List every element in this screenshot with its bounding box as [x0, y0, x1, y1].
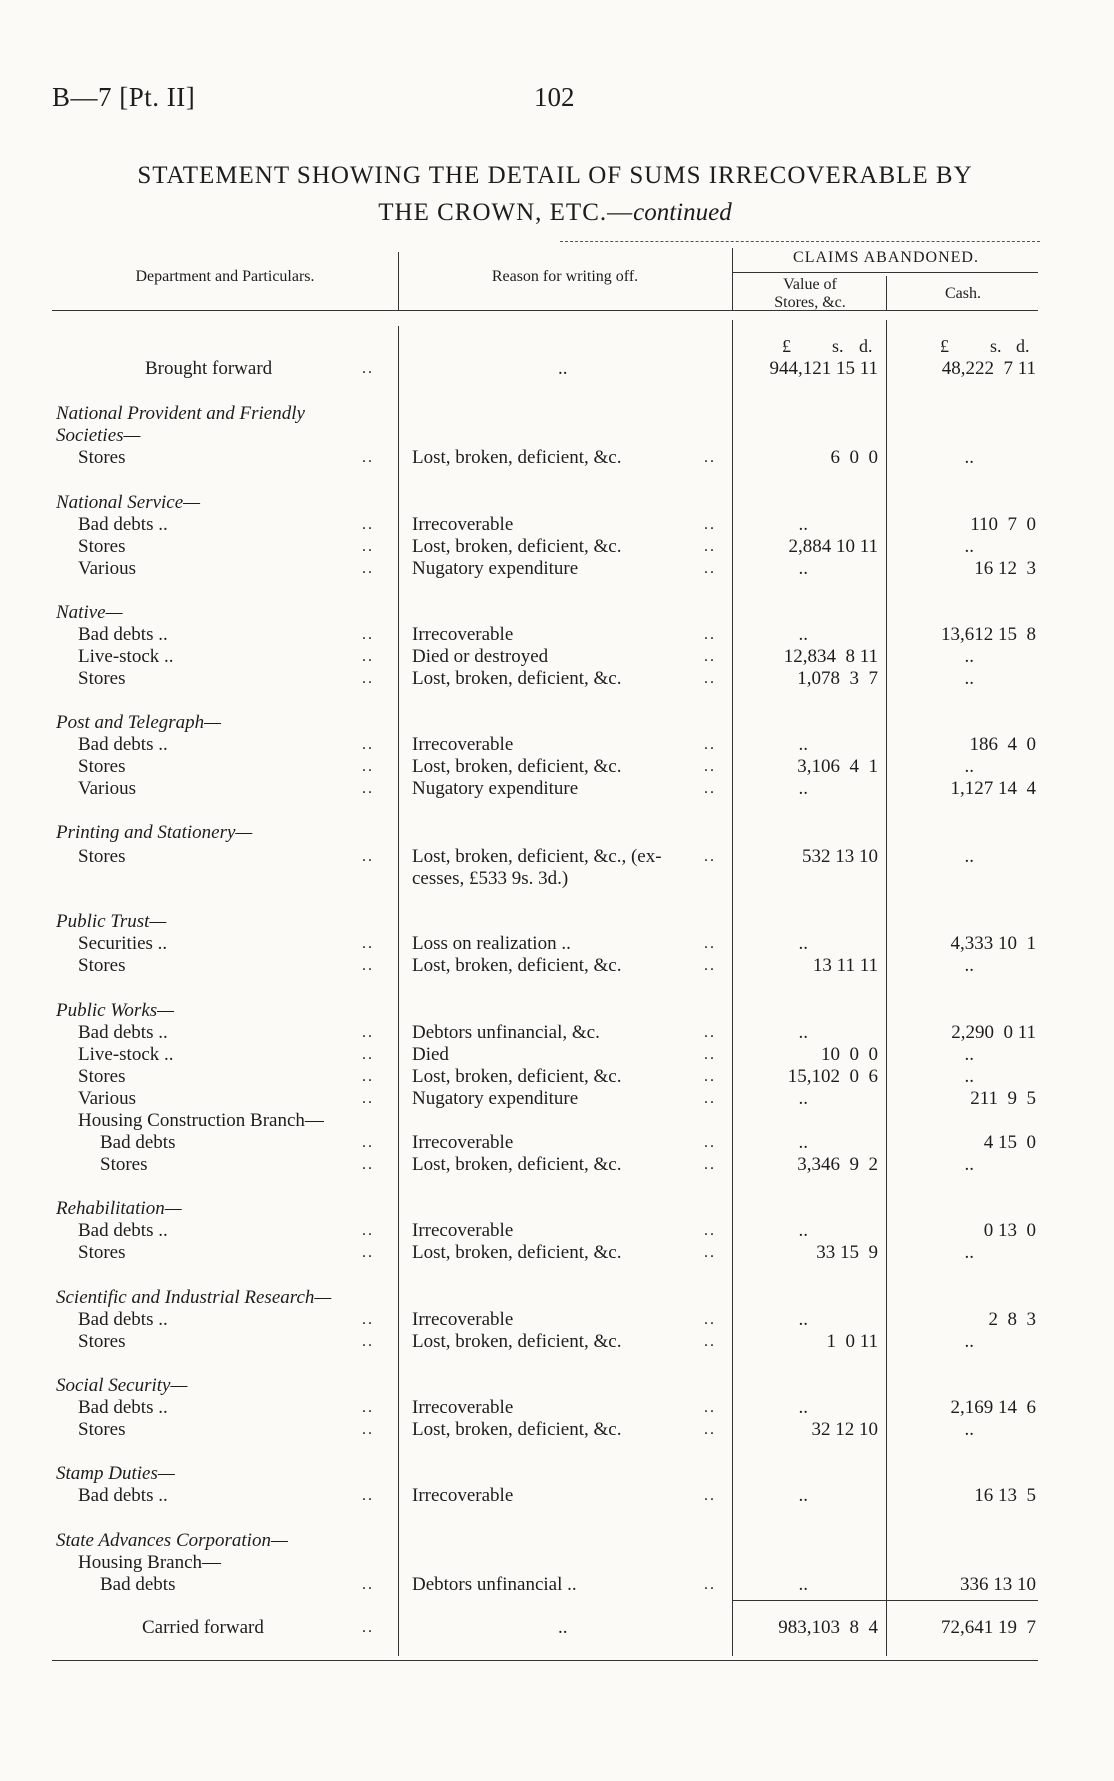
particulars-label: Housing Branch—: [78, 1552, 222, 1573]
table-row: [0, 1220, 1114, 1242]
reason-leader-dots: ..: [704, 1134, 716, 1151]
reason-leader-dots: ..: [704, 1333, 716, 1350]
header-divider-1: [398, 252, 399, 310]
dept-column-header: Department and Particulars.: [135, 268, 315, 285]
cash-column-header: Cash.: [945, 285, 981, 302]
reason-leader-dots: ..: [704, 516, 716, 533]
reason-leader-dots: ..: [704, 1487, 716, 1504]
particulars-label: Bad debts: [100, 1574, 176, 1595]
particulars-label: Various: [78, 558, 137, 579]
particulars-label: Bad debts ..: [78, 1022, 168, 1043]
reason-leader-dots: ..: [704, 1068, 716, 1085]
page-number: 102: [534, 82, 575, 112]
table-row: [0, 668, 1114, 690]
reason-text: Lost, broken, deficient, &c.: [412, 1331, 622, 1352]
dept-leader-dots: ..: [362, 848, 374, 865]
particulars-label: Various: [78, 778, 137, 799]
dept-leader-dots: ..: [362, 1134, 374, 1151]
cash-value: ..: [964, 668, 974, 689]
table-row: [0, 536, 1114, 558]
table-row: [0, 624, 1114, 646]
reason-leader-dots: ..: [704, 560, 716, 577]
stores-shilling-label: s.: [832, 336, 844, 356]
reason-text: Nugatory expenditure: [412, 1088, 579, 1109]
section-heading-row: [0, 403, 1114, 425]
title-line-2: [60, 194, 1050, 231]
reason-text: Lost, broken, deficient, &c.: [412, 1419, 622, 1440]
stores-value: ..: [798, 558, 808, 579]
reason-leader-dots: ..: [704, 1156, 716, 1173]
particulars-label: Bad debts ..: [78, 734, 168, 755]
cash-value: ..: [964, 1331, 974, 1352]
reason-text: Irrecoverable: [412, 624, 514, 645]
table-row: [0, 1044, 1114, 1066]
stores-value: 15,102 0 6: [787, 1066, 878, 1087]
department-heading: State Advances Corporation—: [56, 1530, 288, 1551]
dept-leader-dots: ..: [362, 1156, 374, 1173]
section-heading-row: [0, 1198, 1114, 1220]
stores-value: 1,078 3 7: [797, 668, 878, 689]
dept-leader-dots: ..: [362, 1576, 374, 1593]
dept-leader-dots: ..: [362, 648, 374, 665]
stores-value: ..: [798, 624, 808, 645]
table-row: [0, 1552, 1114, 1574]
reason-text: Debtors unfinancial, &c.: [412, 1022, 600, 1043]
stores-value: 944,121 15 11: [769, 358, 878, 379]
stores-value: 3,106 4 1: [797, 756, 878, 777]
cash-value: ..: [964, 1242, 974, 1263]
cash-value: 13,612 15 8: [941, 624, 1036, 645]
particulars-label: Bad debts ..: [78, 1485, 168, 1506]
dept-leader-dots: ..: [362, 1421, 374, 1438]
cash-value: 186 4 0: [969, 734, 1036, 755]
table-row: [0, 1154, 1114, 1176]
reason-leader-dots: ..: [704, 1046, 716, 1063]
reason-leader-dots: ..: [704, 1421, 716, 1438]
cash-pound-label: £: [940, 336, 949, 356]
particulars-label: Housing Construction Branch—: [78, 1110, 324, 1131]
stores-pound-label: £: [782, 336, 791, 356]
reason-leader-dots: ..: [704, 449, 716, 466]
particulars-label: Stores: [78, 1419, 126, 1440]
stores-value: ..: [798, 514, 808, 535]
claims-abandoned-header: CLAIMS ABANDONED.: [793, 249, 979, 266]
section-heading-row: [0, 822, 1114, 844]
reason-leader-dots: ..: [704, 626, 716, 643]
section-heading-row: [0, 911, 1114, 933]
table-row: [0, 1419, 1114, 1441]
dept-leader-dots: ..: [362, 1068, 374, 1085]
particulars-label: Carried forward: [142, 1617, 264, 1638]
particulars-label: Stores: [78, 846, 126, 867]
stores-value: 33 15 9: [816, 1242, 878, 1263]
reason-text: Lost, broken, deficient, &c.: [412, 756, 622, 777]
reason-leader-dots: ..: [704, 780, 716, 797]
section-heading-row: [0, 1000, 1114, 1022]
cash-value: 1,127 14 4: [950, 778, 1036, 799]
dept-leader-dots: ..: [362, 1046, 374, 1063]
cash-value: 16 12 3: [974, 558, 1036, 579]
stores-value: ..: [798, 1220, 808, 1241]
section-heading-row: [0, 1530, 1114, 1552]
cash-value: 2 8 3: [988, 1309, 1036, 1330]
table-row: [0, 558, 1114, 580]
table-row: [0, 1617, 1114, 1639]
stores-value: 983,103 8 4: [778, 1617, 878, 1638]
cash-value: 2,290 0 11: [951, 1022, 1036, 1043]
document-reference: B—7 [Pt. II]: [52, 82, 196, 112]
department-heading: National Provident and Friendly: [56, 403, 305, 424]
stores-value: ..: [798, 1574, 808, 1595]
section-heading-row: [0, 712, 1114, 734]
particulars-label: Bad debts ..: [78, 1220, 168, 1241]
stores-value: ..: [798, 1088, 808, 1109]
stores-pence-label: d.: [859, 336, 873, 356]
cash-value: ..: [964, 955, 974, 976]
department-heading: Native—: [56, 602, 123, 623]
cash-value: 4 15 0: [983, 1132, 1036, 1153]
stores-value: ..: [798, 1485, 808, 1506]
cash-value: 2,169 14 6: [950, 1397, 1036, 1418]
table-row: [0, 646, 1114, 668]
cash-value: ..: [964, 846, 974, 867]
reason-text: Lost, broken, deficient, &c.: [412, 1242, 622, 1263]
particulars-label: Bad debts ..: [78, 1397, 168, 1418]
section-heading-row: [0, 1375, 1114, 1397]
reason-leader-dots: ..: [704, 957, 716, 974]
reason-text: Lost, broken, deficient, &c.: [412, 1154, 622, 1175]
stores-value: ..: [798, 778, 808, 799]
page-header: [52, 82, 1062, 122]
reason-leader-dots: ..: [704, 1222, 716, 1239]
dept-leader-dots: ..: [362, 736, 374, 753]
dept-leader-dots: ..: [362, 538, 374, 555]
dept-leader-dots: ..: [362, 516, 374, 533]
department-heading: National Service—: [56, 492, 201, 513]
table-row: [0, 1397, 1114, 1419]
total-rule-top: [732, 1600, 1038, 1601]
reason-text: Irrecoverable: [412, 1220, 514, 1241]
particulars-label: Live-stock ..: [78, 646, 174, 667]
table-row: [0, 955, 1114, 977]
cash-value: 48,222 7 11: [941, 358, 1036, 379]
cash-value: ..: [964, 447, 974, 468]
cash-value: ..: [964, 1066, 974, 1087]
stores-value: 532 13 10: [802, 846, 878, 867]
stores-column-header-line-2: Stores, &c.: [774, 294, 846, 311]
dept-leader-dots: ..: [362, 1090, 374, 1107]
reason-text: ..: [558, 358, 568, 379]
particulars-label: Bad debts ..: [78, 1309, 168, 1330]
particulars-label: Stores: [78, 1242, 126, 1263]
dept-leader-dots: ..: [362, 1333, 374, 1350]
table-row: [0, 1066, 1114, 1088]
cash-value: 110 7 0: [970, 514, 1036, 535]
particulars-label: Stores: [78, 668, 126, 689]
reason-leader-dots: ..: [704, 1024, 716, 1041]
stores-value: ..: [798, 734, 808, 755]
particulars-label: Stores: [78, 536, 126, 557]
cash-value: 4,333 10 1: [950, 933, 1036, 954]
department-heading: Public Works—: [56, 1000, 175, 1021]
reason-text: Lost, broken, deficient, &c., (ex-: [412, 846, 662, 867]
reason-leader-dots: ..: [704, 1399, 716, 1416]
reason-text: Debtors unfinancial ..: [412, 1574, 577, 1595]
claims-underline: [732, 272, 1038, 273]
particulars-label: Bad debts: [100, 1132, 176, 1153]
reason-text: Irrecoverable: [412, 1397, 514, 1418]
particulars-label: Stores: [78, 1331, 126, 1352]
reason-text: Lost, broken, deficient, &c.: [412, 668, 622, 689]
department-heading: Stamp Duties—: [56, 1463, 175, 1484]
stores-value: ..: [798, 1397, 808, 1418]
stores-value: 2,884 10 11: [788, 536, 878, 557]
table-row: [0, 1485, 1114, 1507]
header-divider-2: [732, 248, 733, 310]
statement-title: [60, 157, 1050, 231]
cash-value: ..: [964, 646, 974, 667]
reason-text: Irrecoverable: [412, 1132, 514, 1153]
particulars-label: Stores: [100, 1154, 148, 1175]
section-heading-row: [0, 492, 1114, 514]
particulars-label: Various: [78, 1088, 137, 1109]
stores-value: 13 11 11: [812, 955, 878, 976]
reason-leader-dots: ..: [704, 736, 716, 753]
cash-value: ..: [964, 536, 974, 557]
reason-text: Died: [412, 1044, 449, 1065]
department-heading: Public Trust—: [56, 911, 167, 932]
stores-value: ..: [798, 1022, 808, 1043]
table-row: [0, 447, 1114, 469]
department-heading: Post and Telegraph—: [56, 712, 222, 733]
particulars-label: Securities ..: [78, 933, 168, 954]
reason-text: Loss on realization ..: [412, 933, 571, 954]
particulars-label: Stores: [78, 447, 126, 468]
cash-pence-label: d.: [1016, 336, 1030, 356]
reason-text: Irrecoverable: [412, 514, 514, 535]
table-row: [0, 1088, 1114, 1110]
table-row: [0, 734, 1114, 756]
cash-value: ..: [964, 756, 974, 777]
particulars-label: Live-stock ..: [78, 1044, 174, 1065]
table-row: [0, 756, 1114, 778]
section-heading-row: [0, 602, 1114, 624]
stores-value: 1 0 11: [826, 1331, 878, 1352]
table-row: [0, 868, 1114, 890]
dept-leader-dots: ..: [362, 1487, 374, 1504]
table-row: [0, 1574, 1114, 1596]
reason-leader-dots: ..: [704, 1311, 716, 1328]
department-heading: Scientific and Industrial Research—: [56, 1287, 332, 1308]
stores-value: ..: [798, 1309, 808, 1330]
dept-leader-dots: ..: [362, 780, 374, 797]
reason-leader-dots: ..: [704, 538, 716, 555]
dept-leader-dots: ..: [362, 670, 374, 687]
particulars-label: Bad debts ..: [78, 624, 168, 645]
reason-column-header: Reason for writing off.: [491, 268, 639, 285]
table-row: [0, 778, 1114, 800]
stores-value: 6 0 0: [830, 447, 878, 468]
reason-text: Lost, broken, deficient, &c.: [412, 955, 622, 976]
reason-leader-dots: ..: [704, 670, 716, 687]
stores-column-header: [734, 276, 886, 312]
reason-text: Nugatory expenditure: [412, 778, 579, 799]
particulars-label: Stores: [78, 955, 126, 976]
cash-value: 336 13 10: [960, 1574, 1036, 1595]
dept-leader-dots: ..: [362, 758, 374, 775]
reason-leader-dots: ..: [704, 648, 716, 665]
section-heading-row: [0, 425, 1114, 447]
bottom-rule: [52, 1660, 1038, 1661]
dept-leader-dots: ..: [362, 560, 374, 577]
reason-text: Died or destroyed: [412, 646, 549, 667]
dept-leader-dots: ..: [362, 1311, 374, 1328]
dept-leader-dots: ..: [362, 1619, 374, 1636]
title-continued: continued: [633, 199, 732, 226]
dept-leader-dots: ..: [362, 1244, 374, 1261]
department-heading: Societies—: [56, 425, 141, 446]
dept-leader-dots: ..: [362, 360, 374, 377]
stores-value: ..: [798, 933, 808, 954]
reason-text: ..: [558, 1617, 568, 1638]
reason-leader-dots: ..: [704, 758, 716, 775]
cash-value: ..: [964, 1419, 974, 1440]
stores-value: 10 0 0: [821, 1044, 878, 1065]
department-heading: Rehabilitation—: [56, 1198, 182, 1219]
dept-leader-dots: ..: [362, 1399, 374, 1416]
header-bottom-rule: [52, 310, 1038, 311]
table-row: [0, 514, 1114, 536]
table-row: [0, 1309, 1114, 1331]
title-line-2-main: THE CROWN, ETC.—: [378, 199, 634, 226]
table-row: [0, 1022, 1114, 1044]
particulars-label: Stores: [78, 756, 126, 777]
particulars-label: Brought forward: [145, 358, 273, 379]
dept-leader-dots: ..: [362, 1024, 374, 1041]
reason-text: Lost, broken, deficient, &c.: [412, 536, 622, 557]
reason-leader-dots: ..: [704, 848, 716, 865]
dept-leader-dots: ..: [362, 1222, 374, 1239]
cash-shilling-label: s.: [990, 336, 1002, 356]
particulars-label: Bad debts ..: [78, 514, 168, 535]
department-heading: Social Security—: [56, 1375, 188, 1396]
reason-leader-dots: ..: [704, 1090, 716, 1107]
stores-value: ..: [798, 1132, 808, 1153]
reason-text: Lost, broken, deficient, &c.: [412, 447, 622, 468]
table-row: [0, 1110, 1114, 1132]
header-divider-3: [886, 276, 887, 310]
section-heading-row: [0, 1463, 1114, 1485]
reason-text: Irrecoverable: [412, 734, 514, 755]
dept-leader-dots: ..: [362, 957, 374, 974]
cash-value: 72,641 19 7: [941, 1617, 1036, 1638]
table-row: [0, 846, 1114, 868]
table-row: [0, 1331, 1114, 1353]
reason-leader-dots: ..: [704, 935, 716, 952]
table-row: [0, 358, 1114, 380]
header-top-rule: [560, 241, 1040, 242]
title-line-1: STATEMENT SHOWING THE DETAIL OF SUMS IRRECOVERABLE BY: [137, 162, 973, 189]
reason-text: Irrecoverable: [412, 1485, 514, 1506]
reason-text: Nugatory expenditure: [412, 558, 579, 579]
stores-column-header-line-1: Value of: [783, 276, 837, 293]
particulars-label: Stores: [78, 1066, 126, 1087]
reason-text: Irrecoverable: [412, 1309, 514, 1330]
dept-leader-dots: ..: [362, 626, 374, 643]
table-row: [0, 1132, 1114, 1154]
stores-value: 3,346 9 2: [797, 1154, 878, 1175]
dept-leader-dots: ..: [362, 935, 374, 952]
dept-leader-dots: ..: [362, 449, 374, 466]
cash-value: 0 13 0: [983, 1220, 1036, 1241]
cash-value: 211 9 5: [970, 1088, 1036, 1109]
stores-value: 32 12 10: [811, 1419, 878, 1440]
department-heading: Printing and Stationery—: [56, 822, 253, 843]
section-heading-row: [0, 1287, 1114, 1309]
stores-value: 12,834 8 11: [783, 646, 878, 667]
table-row: [0, 933, 1114, 955]
cash-value: 16 13 5: [974, 1485, 1036, 1506]
reason-text: Lost, broken, deficient, &c.: [412, 1066, 622, 1087]
reason-leader-dots: ..: [704, 1244, 716, 1261]
cash-value: ..: [964, 1044, 974, 1065]
table-row: [0, 1242, 1114, 1264]
cash-value: ..: [964, 1154, 974, 1175]
reason-text: cesses, £533 9s. 3d.): [412, 868, 569, 889]
reason-leader-dots: ..: [704, 1576, 716, 1593]
